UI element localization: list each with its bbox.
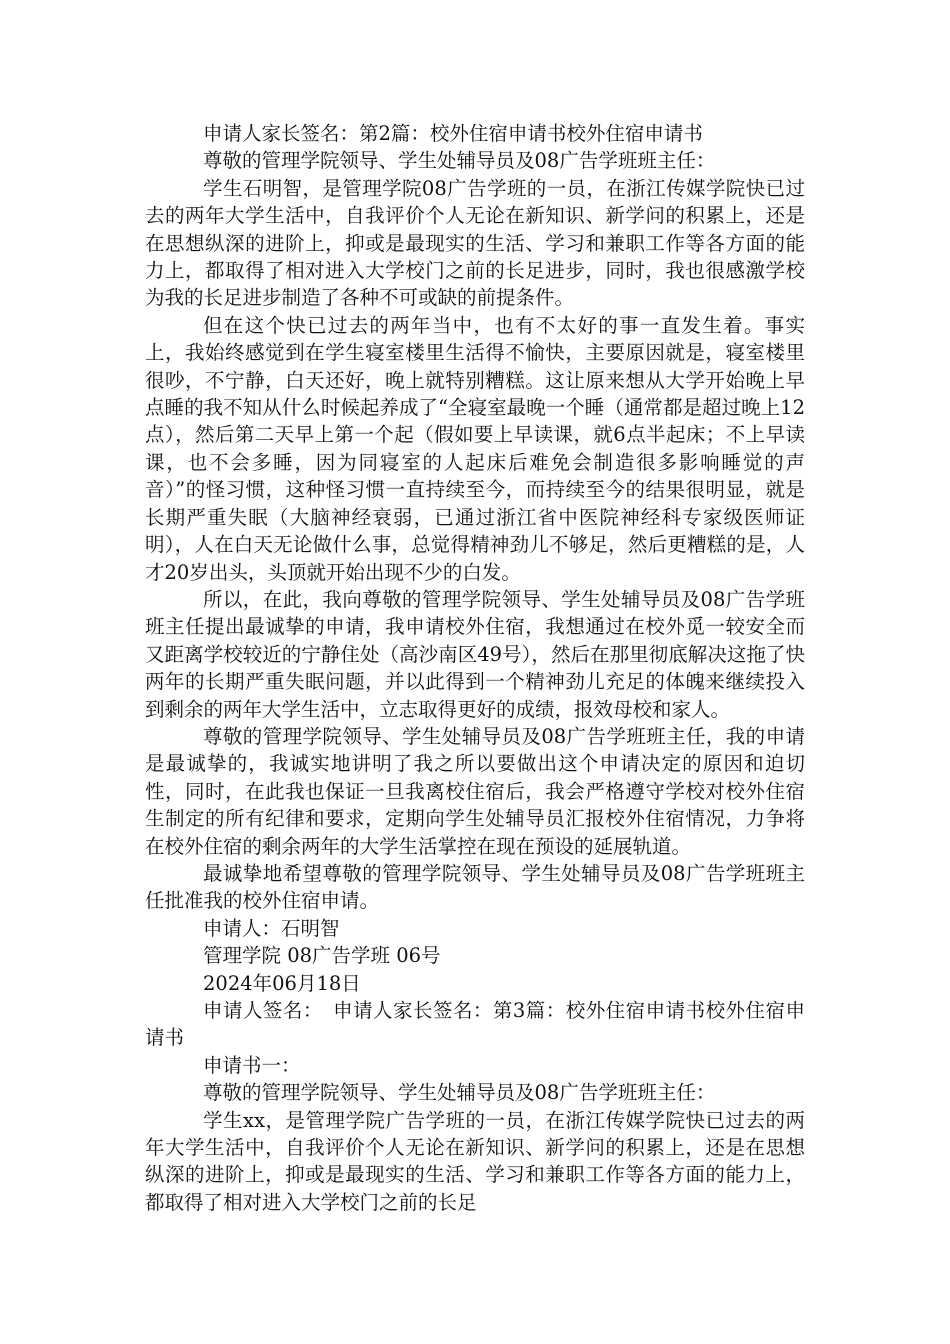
doc-paragraph: 但在这个快已过去的两年当中，也有不太好的事一直发生着。事实上，我始终感觉到在学生寝室楼里生活得不愉快，主要原因就是，寝室楼里很吵，不宁静，白天还好，晚上就特别糟糕。这让原来想从大学开始晚上早点睡的我不知从什么时候起养成了“全寝室最晚一个睡（通常都是超过晚上12点），然后第二天早上第一个起（假如要上早读课，就6点半起床；不上早读课，也不会多睡，因为同寝室的人起床后难免会制造很多影响睡觉的声音）”的怪习惯，这种怪习惯一直持续至今，而持续至今的结果很明显，就是长期严重失眠（大脑神经衰弱，已通过浙江省中医院神经科专家级医师证明），人在白天无论做什么事，总觉得精神劲儿不够足，然后更糟糕的是，人才20岁出头，头顶就开始出现不少的白发。: [145, 313, 805, 584]
doc-paragraph: 所以，在此，我向尊敬的管理学院领导、学生处辅导员及08广告学班班主任提出最诚挚的申请，我申请校外住宿，我想通过在校外觅一较安全而又距离学校较近的宁静住处（高沙南区49号），然后在那里彻底解决这拖了快两年的长期严重失眠问题，并以此得到一个精神劲儿充足的体魄来继续投入到剩余的两年大学生活中，立志取得更好的成绩，报效母校和家人。: [145, 587, 805, 721]
salutation: 尊敬的管理学院领导、学生处辅导员及08广告学班班主任：: [203, 149, 716, 173]
section-heading: 申请书一：: [203, 1053, 301, 1077]
doc-paragraph: 最诚挚地希望尊敬的管理学院领导、学生处辅导员及08广告学班班主任批准我的校外住宿申请。: [145, 861, 805, 913]
doc-paragraph: 申请人家长签名：第2篇：校外住宿申请书校外住宿申请书: [203, 122, 703, 145]
applicant-name: 申请人：石明智: [203, 916, 340, 940]
doc-paragraph: 学生石明智，是管理学院08广告学班的一员，在浙江传媒学院快已过去的两年大学生活中，自我评价个人无论在新知识、新学问的积累上，还是在思想纵深的进阶上，抑或是最现实的生活、学习和兼职工作等各方面的能力上，都取得了相对进入大学校门之前的长足进步，同时，我也很感激学校为我的长足进步制造了各种不可或缺的前提条件。: [145, 176, 805, 310]
doc-paragraph: 学生xx，是管理学院广告学班的一员，在浙江传媒学院快已过去的两年大学生活中，自我评价个人无论在新知识、新学问的积累上，还是在思想纵深的进阶上，抑或是最现实的生活、学习和兼职工作等各方面的能力上，都取得了相对进入大学校门之前的长足: [145, 1108, 805, 1214]
document-page: [145, 120, 805, 1216]
application-date: 2024年06月18日: [203, 971, 361, 995]
applicant-class: 管理学院 08广告学班 06号: [203, 944, 441, 968]
doc-paragraph: 尊敬的管理学院领导、学生处辅导员及08广告学班班主任，我的申请是最诚挚的，我诚实地讲明了我之所以要做出这个申请决定的原因和迫切性，同时，在此我也保证一旦我离校住宿后，我会严格遵守学校对校外住宿生制定的所有纪律和要求，定期向学生处辅导员汇报校外住宿情况，力争将在校外住宿的剩余两年的大学生活掌控在现在预设的延展轨道。: [145, 724, 805, 858]
salutation: 尊敬的管理学院领导、学生处辅导员及08广告学班班主任：: [203, 1081, 716, 1105]
doc-paragraph: 申请人签名： 申请人家长签名：第3篇：校外住宿申请书校外住宿申请书: [145, 999, 805, 1050]
